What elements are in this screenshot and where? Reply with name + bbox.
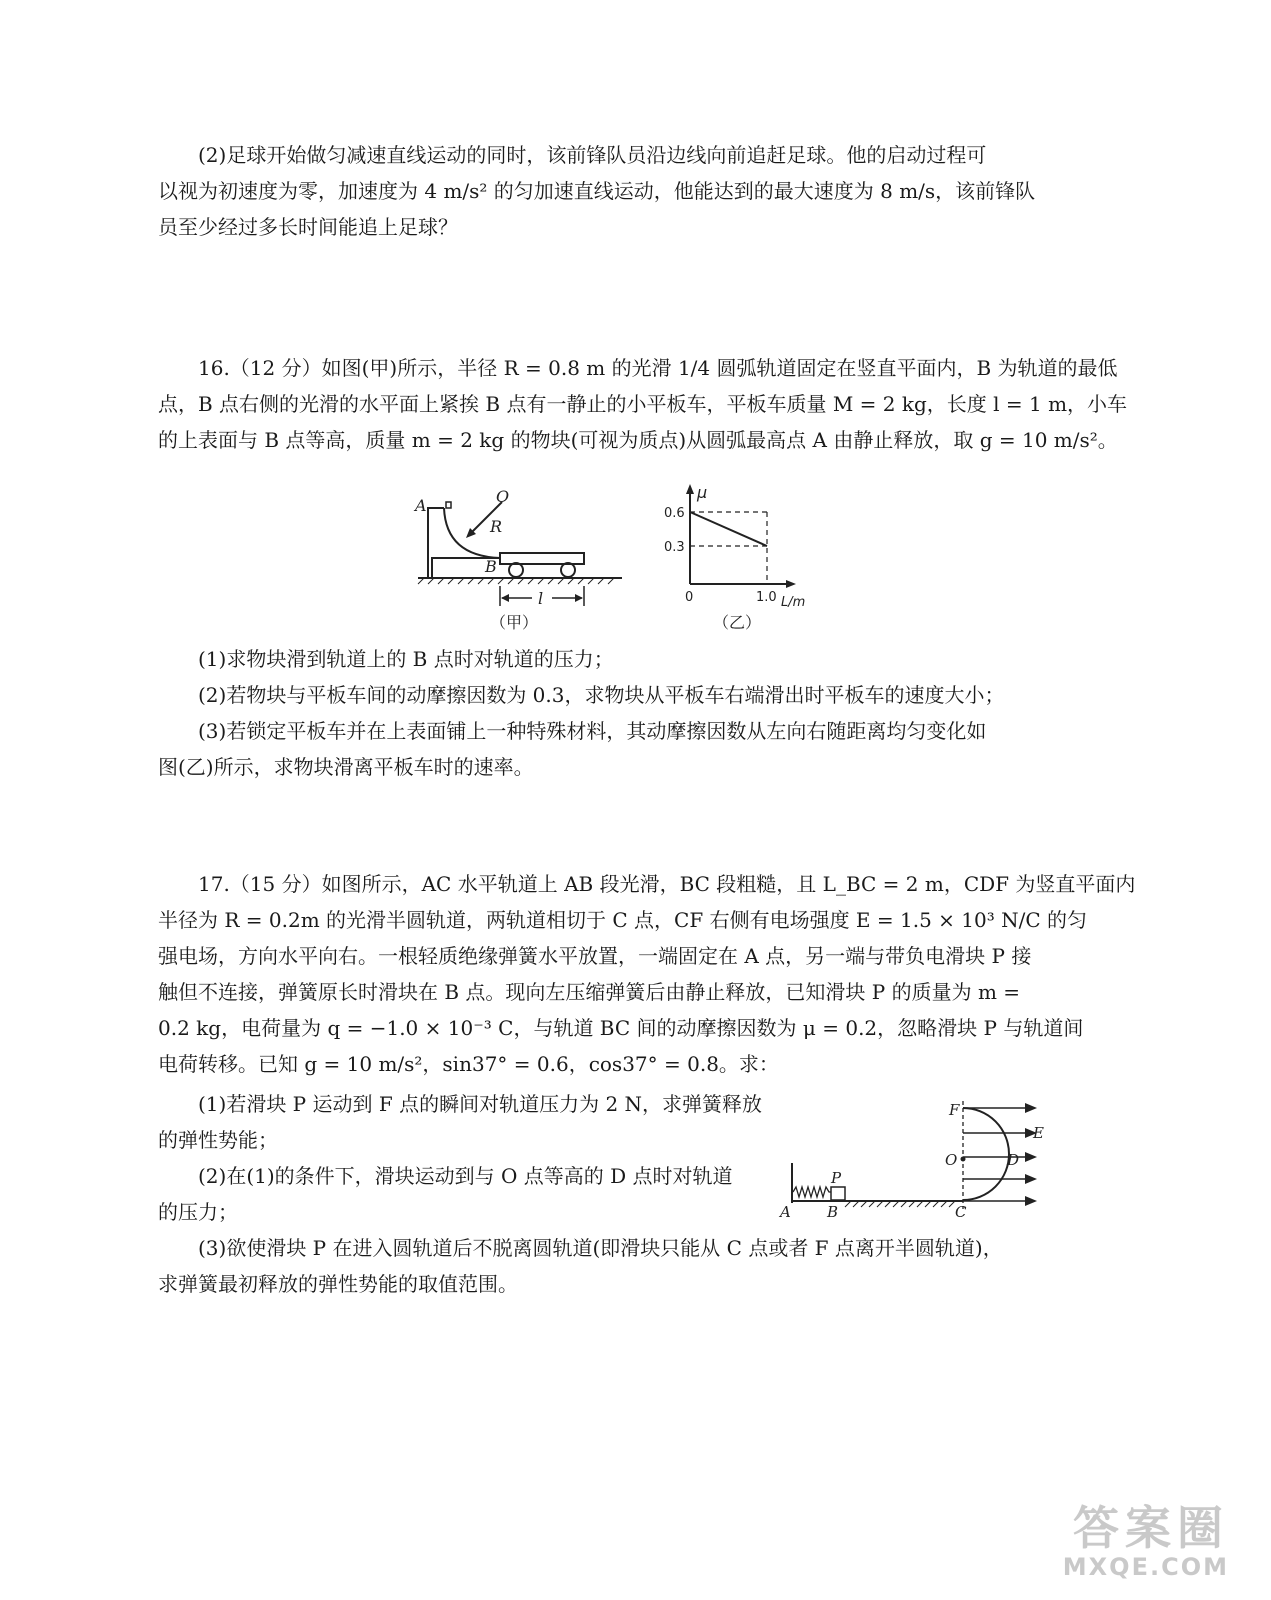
figure-jia (410, 488, 635, 636)
part2-line: 以视为初速度为零，加速度为 4 m/s² 的匀加速直线运动，他能达到的最大速度为 8 m/s，该前锋队 (158, 179, 1036, 203)
q16-line: 的上表面与 B 点等高，质量 m = 2 kg 的物块(可视为质点)从圆弧最高点 A 由静止释放，取 g = 10 m/s²。 (158, 428, 1118, 452)
track-support (428, 508, 444, 578)
q16-stem (158, 350, 1128, 458)
label-b: B (485, 557, 497, 576)
q16-line: 点，B 点右侧的光滑的水平面上紧挨 B 点有一静止的小平板车，平板车质量 M = 2 kg，长度 l = 1 m，小车 (158, 392, 1128, 416)
q16-sub1: (1)求物块滑到轨道上的 B 点时对轨道的压力； (198, 647, 614, 671)
part2-line: 员至少经过多长时间能追上足球？ (158, 215, 458, 239)
q17-stem (158, 866, 1136, 1082)
label-l: l (538, 589, 544, 608)
axis-l: L/m (781, 595, 806, 610)
q17-sub-3 (158, 1230, 1093, 1302)
arrow-head (786, 580, 796, 588)
label-d: D (1007, 1151, 1020, 1169)
figure-17 (775, 1093, 1065, 1223)
label-f: F (949, 1101, 960, 1119)
tick-10: 1.0 (756, 590, 777, 605)
arrow-head (1025, 1152, 1037, 1162)
semicircle-track (963, 1108, 1009, 1200)
watermark-url: MXQE.COM (1062, 1553, 1229, 1581)
cart-body (500, 553, 584, 564)
tick-06: 0.6 (664, 506, 685, 521)
part2-block (158, 137, 1093, 245)
q17-line: 17.（15 分）如图所示，AC 水平轨道上 AB 段光滑，BC 段粗糙，且 L_BC = 2 m，CDF 为竖直平面内 (198, 872, 1136, 896)
arrow-head (575, 594, 583, 602)
mu-line (690, 512, 767, 546)
tick-03: 0.3 (664, 540, 685, 555)
label-o: O (496, 488, 510, 506)
tick-origin: 0 (685, 590, 694, 605)
watermark-title: 答案圈 (1073, 1501, 1229, 1555)
q17-sub2: (2)在(1)的条件下，滑块运动到与 O 点等高的 D 点时对轨道 (198, 1164, 733, 1188)
q16-sub2: (2)若物块与平板车间的动摩擦因数为 0.3，求物块从平板车右端滑出时平板车的速度大小； (198, 683, 1005, 707)
q17-line: 触但不连接，弹簧原长时滑块在 B 点。现向左压缩弹簧后由静止释放，已知滑块 P 的质量为 m = (158, 980, 1021, 1004)
q17-line: 0.2 kg，电荷量为 q = −1.0 × 10⁻³ C，与轨道 BC 间的动摩擦因数为 μ = 0.2，忽略滑块 P 与轨道间 (158, 1016, 1084, 1040)
q17-sub-1-2 (158, 1086, 788, 1230)
cart-wheel (509, 563, 523, 577)
label-c: C (955, 1203, 967, 1221)
figure-yi (655, 478, 815, 638)
slider-p (831, 1187, 845, 1200)
q16-sub3-cont: 图(乙)所示，求物块滑离平板车时的速率。 (158, 755, 534, 779)
caption-jia: （甲） (490, 613, 539, 632)
axis-mu: μ (697, 483, 708, 502)
q17-sub2-cont: 的压力； (158, 1200, 238, 1224)
arrow-head (1025, 1196, 1037, 1206)
q17-sub1: (1)若滑块 P 运动到 F 点的瞬间对轨道压力为 2 N，求弹簧释放 (198, 1092, 763, 1116)
q17-line: 强电场，方向水平向右。一根轻质绝缘弹簧水平放置，一端固定在 A 点，另一端与带负电滑块 P 接 (158, 944, 1032, 968)
label-e: E (1033, 1124, 1044, 1142)
arrow-head (501, 594, 509, 602)
label-b: B (827, 1203, 839, 1221)
label-r: R (490, 517, 503, 536)
arrow-head (686, 484, 694, 494)
part2-line: (2)足球开始做匀减速直线运动的同时，该前锋队员沿边线向前追赶足球。他的启动过程可 (198, 143, 987, 167)
q17-sub3: (3)欲使滑块 P 在进入圆轨道后不脱离圆轨道(即滑块只能从 C 点或者 F 点离开半圆轨道)， (198, 1236, 1003, 1260)
q16-sub3: (3)若锁定平板车并在上表面铺上一种特殊材料，其动摩擦因数从左向右随距离均匀变化如 (198, 719, 987, 743)
label-p: P (831, 1169, 842, 1187)
q16-subquestions (158, 641, 1093, 785)
q17-sub3-cont: 求弹簧最初释放的弹性势能的取值范围。 (158, 1272, 518, 1296)
arrow-head (1025, 1174, 1037, 1184)
block-a (446, 502, 451, 508)
arrow-head (1025, 1103, 1037, 1113)
center-o (961, 1157, 966, 1162)
label-a: A (415, 496, 427, 515)
q17-line: 电荷转移。已知 g = 10 m/s²，sin37° = 0.6，cos37° = 0.8。求： (158, 1052, 779, 1076)
label-o: O (945, 1151, 958, 1169)
q16-line: 16.（12 分）如图(甲)所示，半径 R = 0.8 m 的光滑 1/4 圆弧轨道固定在竖直平面内，B 为轨道的最低 (198, 356, 1118, 380)
q17-sub1-cont: 的弹性势能； (158, 1128, 278, 1152)
spring (793, 1187, 831, 1197)
label-a: A (780, 1203, 791, 1221)
watermark-logo (1063, 1502, 1229, 1580)
q17-line: 半径为 R = 0.2m 的光滑半圆轨道，两轨道相切于 C 点，CF 右侧有电场强度 E = 1.5 × 10³ N/C 的匀 (158, 908, 1088, 932)
caption-yi: （乙） (713, 613, 762, 632)
cart-wheel (561, 563, 575, 577)
